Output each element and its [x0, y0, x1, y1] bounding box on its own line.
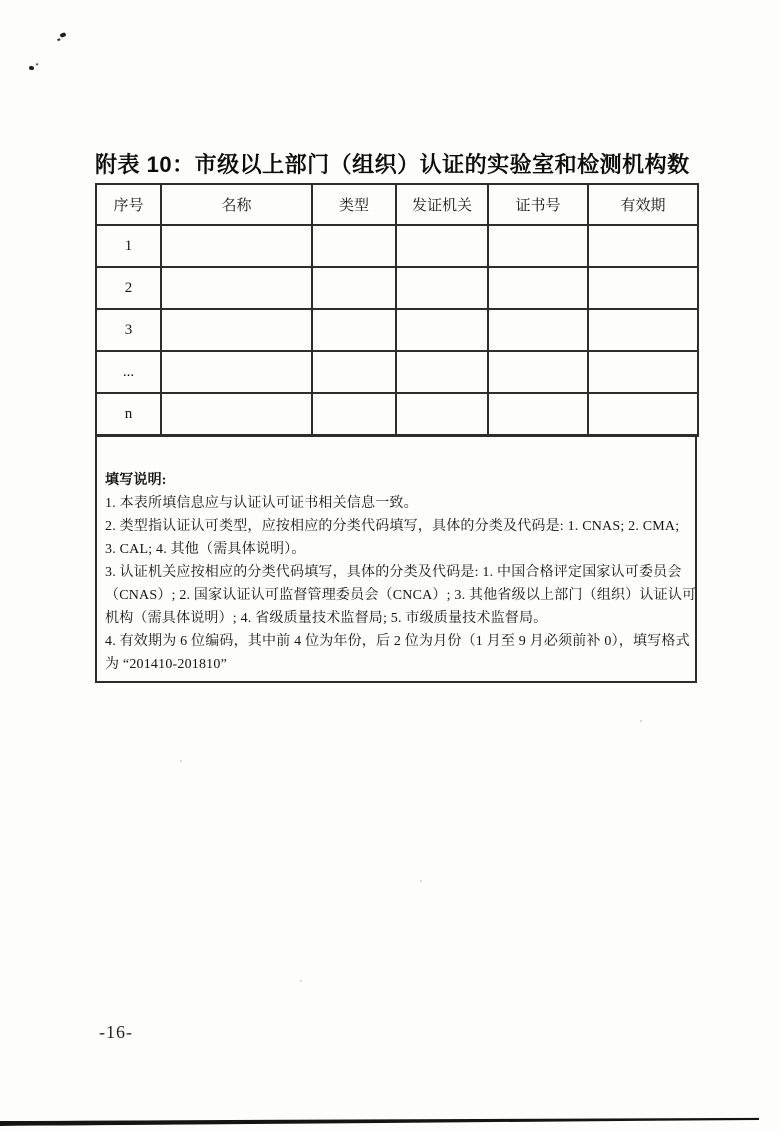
note-line: （CNAS）; 2. 国家认证认可监督管理委员会（CNCA）; 3. 其他省级以上部门（组织）认证认可 [105, 588, 697, 603]
empty-cell [488, 393, 588, 436]
empty-cell [488, 309, 588, 351]
scan-speck [29, 65, 35, 70]
note-line: 为 “201410-201810” [105, 657, 227, 672]
col-header-serial-number: 序号 [96, 184, 161, 225]
col-header-issuing-authority: 发证机关 [396, 184, 488, 225]
scan-noise-dot [300, 980, 302, 982]
note-line: 3. CAL; 4. 其他（需具体说明）。 [105, 542, 306, 557]
empty-cell [312, 309, 396, 351]
empty-cell [161, 393, 312, 436]
empty-cell [588, 351, 698, 393]
table-row [96, 309, 698, 351]
notes-heading: 填写说明: [105, 473, 167, 488]
row-label: 3 [96, 309, 161, 351]
empty-cell [588, 225, 698, 267]
empty-cell [588, 309, 698, 351]
empty-cell [488, 225, 588, 267]
empty-cell [161, 351, 312, 393]
table-row [96, 267, 698, 309]
header-row [96, 184, 698, 225]
table-row [96, 225, 698, 267]
table-row [96, 351, 698, 393]
empty-cell [161, 309, 312, 351]
page-number: -16- [99, 1022, 133, 1042]
empty-cell [396, 309, 488, 351]
scan-noise-dot [640, 720, 642, 722]
empty-cell [161, 225, 312, 267]
empty-cell [396, 393, 488, 436]
scan-edge-line [0, 1116, 759, 1126]
note-line: 3. 认证机关应按相应的分类代码填写，具体的分类及代码是: 1. 中国合格评定国家认可委员会 [105, 565, 682, 580]
certification-table [95, 183, 699, 437]
empty-cell [488, 351, 588, 393]
empty-cell [396, 267, 488, 309]
row-label: 2 [96, 267, 161, 309]
note-line: 1. 本表所填信息应与认证认可证书相关信息一致。 [105, 496, 418, 511]
col-header-certificate-number: 证书号 [488, 184, 588, 225]
row-label: ... [96, 351, 161, 393]
empty-cell [312, 351, 396, 393]
empty-cell [396, 225, 488, 267]
col-header-type: 类型 [312, 184, 396, 225]
empty-cell [588, 393, 698, 436]
empty-cell [161, 267, 312, 309]
empty-cell [312, 225, 396, 267]
note-line: 2. 类型指认证认可类型，应按相应的分类代码填写，具体的分类及代码是: 1. CNAS; 2. CMA; [105, 519, 680, 534]
fill-instructions-box [95, 434, 697, 683]
row-label: 1 [96, 225, 161, 267]
page-title: 附表 10：市级以上部门（组织）认证的实验室和检测机构数 [95, 152, 690, 177]
empty-cell [588, 267, 698, 309]
note-line: 机构（需具体说明）; 4. 省级质量技术监督局; 5. 市级质量技术监督局。 [105, 611, 548, 626]
col-header-validity-period: 有效期 [588, 184, 698, 225]
scan-noise-dot [420, 880, 422, 882]
row-label: n [96, 393, 161, 436]
empty-cell [488, 267, 588, 309]
scan-speck [59, 32, 66, 38]
table-row [96, 393, 698, 436]
empty-cell [312, 267, 396, 309]
scan-noise-dot [180, 760, 182, 762]
note-line: 4. 有效期为 6 位编码，其中前 4 位为年份，后 2 位为月份（1 月至 9 月必须前补 0），填写格式 [105, 634, 690, 649]
empty-cell [396, 351, 488, 393]
col-header-name: 名称 [161, 184, 312, 225]
empty-cell [312, 393, 396, 436]
